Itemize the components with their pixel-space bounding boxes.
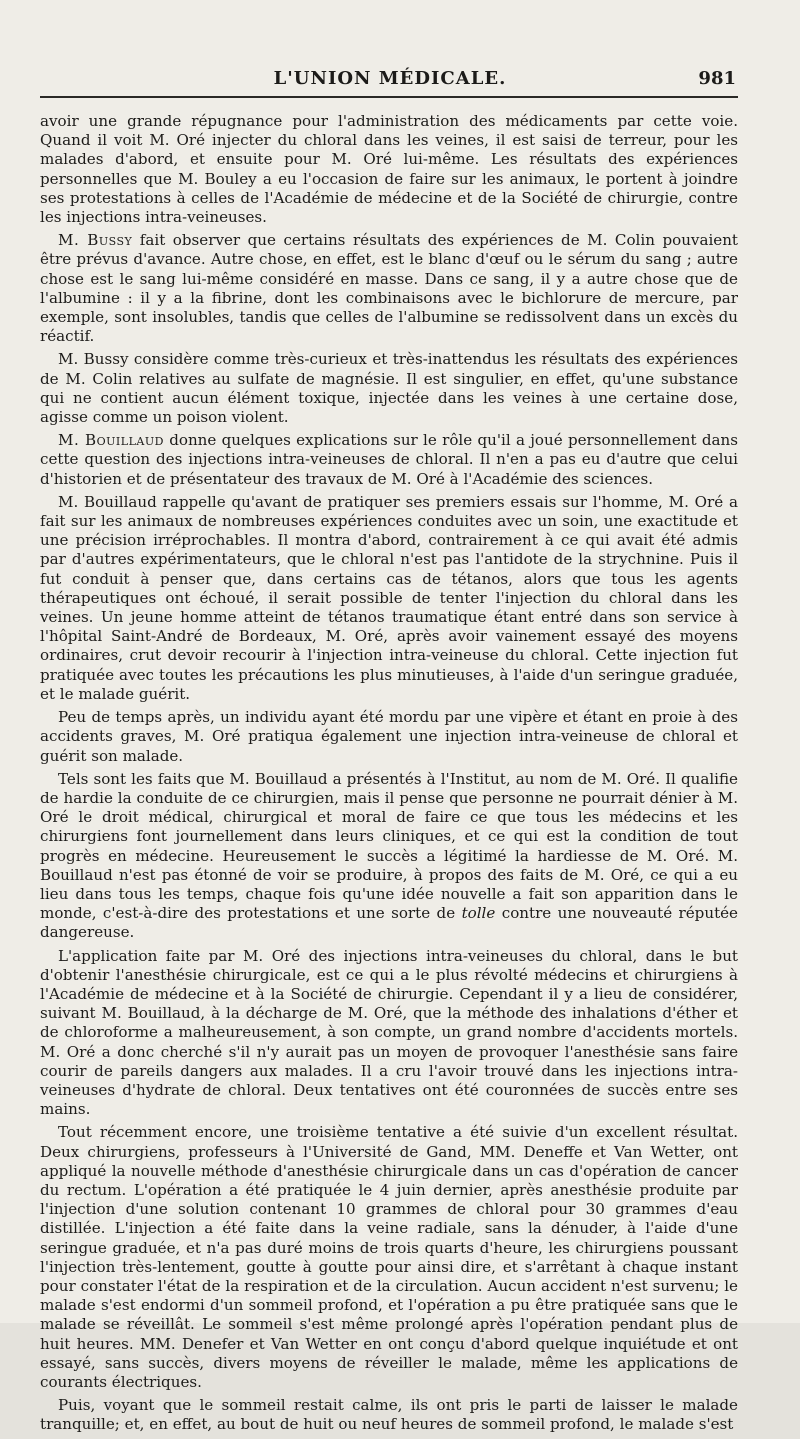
paragraph: Puis, voyant que le sommeil restait calme, ils ont pris le parti de laisser le malade tranquille; et, en effet, au bout de huit ou neuf heures de sommeil profond, le malade s'est xyxy=(40,1396,738,1434)
italic-term: tolle xyxy=(461,904,496,923)
paragraph: Tels sont les faits que M. Bouillaud a présentés à l'Institut, au nom de M. Oré. Il qualifie de hardie la conduite de ce chirurgien, mais il pense que personne ne pourrait dénier à M. Oré le droit médical, chirurgical et moral de faire ce que tous les médecins et les chirurgiens font journellement dans leurs cliniques, et ce qui est la condition de tout progrès en médecine. Heureusement le succès a légitimé la hardiesse de M. Oré. M. Bouillaud n'est pas étonné de voir se produire, à propos des faits de M. Oré, ce qui a eu lieu dans tous les temps, chaque fois qu'une idée nouvelle a fait son apparition dans le monde, c'est-à-dire des protestations et une sorte de tolle contre une nouveauté réputée dangereuse. xyxy=(40,769,738,942)
article-body xyxy=(40,112,738,1439)
paragraph: avoir une grande répugnance pour l'administration des médicaments par cette voie. Quand il voit M. Oré injecter du chloral dans les veines, il est saisi de terreur, pour les malades d'abord, et ensuite pour M. Oré lui-même. Les résultats des expériences personnelles que M. Bouley a eu l'occasion de faire sur les animaux, le portent à joindre ses protestations à celles de l'Académie de médecine et de la Société de chirurgie, contre les injections intra-veineuses. xyxy=(40,112,738,227)
running-title: L'UNION MÉDICALE. xyxy=(273,68,507,89)
paragraph: M. Bussy considère comme très-curieux et très-inattendus les résultats des expériences de M. Colin relatives au sulfate de magnésie. Il est singulier, en effet, qu'une substance qui ne contient aucun élément toxique, injectée dans les veines à une certaine dose, agisse comme un poison violent. xyxy=(40,350,738,427)
speaker-name: M. Bouillaud xyxy=(58,431,164,450)
paragraph: Tout récemment encore, une troisième tentative a été suivie d'un excellent résultat. Deux chirurgiens, professeurs à l'Université de Gand, MM. Deneffe et Van Wetter, ont appliqué la nouvelle méthode d'anesthésie chirurgicale dans un cas d'opération de cancer du rectum. L'opération a été pratiquée le 4 juin dernier, après anesthésie produite par l'injection d'une solution contenant 10 grammes de chloral pour 30 grammes d'eau distillée. L'injection a été faite dans la veine radiale, sans la dénuder, à l'aide d'une seringue graduée, et n'a pas duré moins de trois quarts d'heure, les chirurgiens poussant l'injection très-lentement, goutte à goutte pour ainsi dire, et s'arrêtant à chaque instant pour constater l'état de la respiration et de la circulation. Aucun accident n'est survenu; le malade s'est endormi d'un sommeil profond, et l'opération a pu être pratiquée sans que le malade se réveillât. Le sommeil s'est même prolongé après l'opération pendant plus de huit heures. MM. Denefer et Van Wetter en ont conçu d'abord quelque inquiétude et ont essayé, sans succès, divers moyens de réveiller le malade, même les applications de courants électriques. xyxy=(40,1123,738,1391)
speaker-name: M. Bussy xyxy=(58,231,133,250)
header-rule xyxy=(40,96,738,98)
paragraph: M. Bouillaud rappelle qu'avant de pratiquer ses premiers essais sur l'homme, M. Oré a fait sur les animaux de nombreuses expériences conduites avec un soin, une exactitude et une précision irréprochables. Il montra d'abord, contrairement à ce qui avait été admis par d'autres expérimentateurs, que le chloral n'est pas l'antidote de la strychnine. Puis il fut conduit à penser que, dans certains cas de tétanos, alors que tous les agents thérapeutiques ont échoué, il serait possible de tenter l'injection du chloral dans les veines. Un jeune homme atteint de tétanos traumatique étant entré dans son service à l'hôpital Saint-André de Bordeaux, M. Oré, après avoir vainement essayé des moyens ordinaires, crut devoir recourir à l'injection intra-veineuse du chloral. Cette injection fut pratiquée avec toutes les précautions les plus minutieuses, à l'aide d'un seringue graduée, et le malade guérit. xyxy=(40,492,738,703)
page-number: 981 xyxy=(698,68,736,89)
paragraph: Peu de temps après, un individu ayant été mordu par une vipère et étant en proie à des accidents graves, M. Oré pratiqua également une injection intra-veineuse de chloral et guérit son malade. xyxy=(40,708,738,765)
paragraph: M. Bouillaud donne quelques explications sur le rôle qu'il a joué personnellement dans cette question des injections intra-veineuses de chloral. Il n'en a pas eu d'autre que celui d'historien et de présentateur des travaux de M. Oré à l'Académie des sciences. xyxy=(40,431,739,488)
paragraph: M. Bussy fait observer que certains résultats des expériences de M. Colin pouvaient être prévus d'avance. Autre chose, en effet, est le blanc d'œuf ou le sérum du sang ; autre chose est le sang lui-même considéré en masse. Dans ce sang, il y a autre chose que de l'albumine : il y a la fibrine, dont les combinaisons avec le bichlorure de mercure, par exemple, sont insolubles, tandis que celles de l'albumine se redissolvent dans un excès du réactif. xyxy=(40,231,738,346)
page-header xyxy=(40,66,740,96)
paragraph: L'application faite par M. Oré des injections intra-veineuses du chloral, dans le but d'obtenir l'anesthésie chirurgicale, est ce qui a le plus révolté médecins et chirurgiens à l'Académie de médecine et à la Société de chirurgie. Cependant il y a lieu de considérer, suivant M. Bouillaud, à la décharge de M. Oré, que la méthode des inhalations d'éther et de chloroforme a malheureusement, à son compte, un grand nombre d'accidents mortels. M. Oré a donc cherché s'il n'y aurait pas un moyen de provoquer l'anesthésie sans faire courir de pareils dangers aux malades. Il a cru l'avoir trouvé dans les injections intra-veineuses d'hydrate de chloral. Deux tentatives ont été couronnées de succès entre ses mains. xyxy=(40,946,738,1119)
